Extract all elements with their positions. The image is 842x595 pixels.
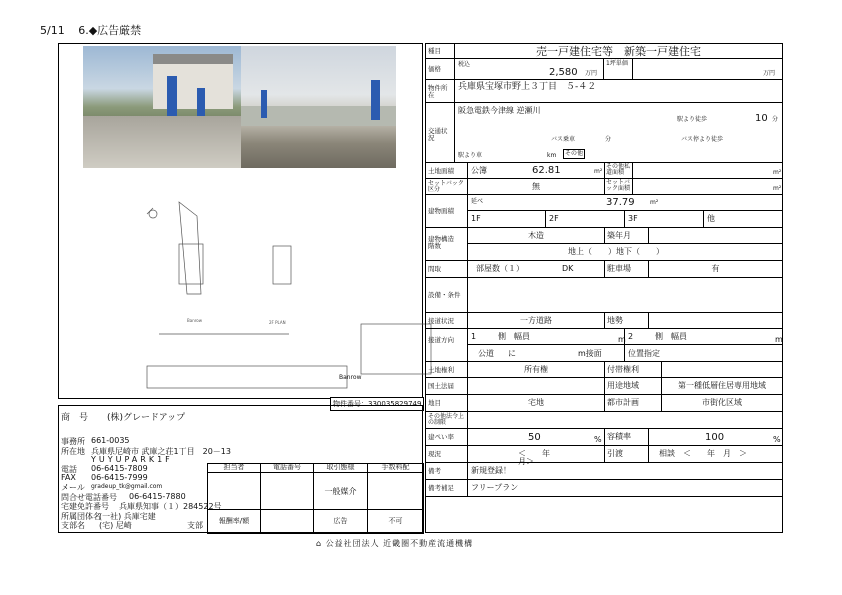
label-setback-area: セットバック面積 xyxy=(604,178,633,195)
road-side-2: 2 側 幅員 m xyxy=(624,328,783,345)
price-cell: 税込 2,580 万円 xyxy=(454,58,604,80)
assoc: (一社) 兵庫宅建 xyxy=(99,512,156,521)
label-land-right: 土地権利 xyxy=(425,361,468,378)
building-2f xyxy=(273,246,291,284)
street-photo-2 xyxy=(241,46,396,168)
label-bcr: 建ぺい率 xyxy=(425,428,468,446)
label-terrain: 地勢 xyxy=(604,312,649,329)
setback-area-cell: m² xyxy=(632,178,783,195)
office-label: 事務所 xyxy=(61,437,85,446)
branch: (宅) 尼崎 xyxy=(99,521,132,530)
contact-label: 問合せ電話番号 xyxy=(61,493,117,502)
label-attached-right: 付帯権利 xyxy=(604,361,662,378)
built-date xyxy=(648,227,783,244)
th-deal: 取引態様 xyxy=(313,463,368,473)
label-location: 物件所在 xyxy=(425,79,455,103)
notes-block xyxy=(147,366,347,388)
title-block xyxy=(361,324,431,374)
label-type: 種目 xyxy=(425,43,455,59)
status-date: ＜ 年 月＞ xyxy=(467,445,605,463)
zone: 第一種低層住居専用地域 xyxy=(661,377,783,395)
flag-sign xyxy=(261,90,267,118)
branch-label: 支部名 xyxy=(61,521,85,530)
train-line: 阪急電鉄今津線 逆瀬川 xyxy=(458,106,541,115)
label-parking: 駐車場 xyxy=(604,260,649,278)
mail: gradeup_tk@gmail.com xyxy=(91,483,163,490)
label-city-plan: 都市計画 xyxy=(604,394,662,412)
label-other-limit: その他法令上の制限 xyxy=(425,411,468,429)
th-reward: 報酬率/額 xyxy=(207,509,261,534)
label-memo: 備考補足 xyxy=(425,479,468,497)
org-logo-icon: ⌂ xyxy=(316,539,323,548)
label-road: 接道状況 xyxy=(425,312,468,329)
th-phone: 電話番号 xyxy=(260,463,314,473)
plan-caption: Banrow xyxy=(339,374,362,381)
th-staff: 担当者 xyxy=(207,463,261,473)
td-reward xyxy=(260,509,314,534)
city-plan: 市街化区域 xyxy=(661,394,783,412)
floors: 地上（ ）地下（ ） xyxy=(467,243,783,261)
document-number: 物件番号：330035829749 xyxy=(330,397,424,411)
price-value: 2,580 xyxy=(549,67,578,78)
road-side-1: 1 側 幅員 m xyxy=(467,328,625,345)
land-area-cell: 公簿 62.81 m² xyxy=(467,162,605,179)
td-phone xyxy=(260,472,314,510)
far-cell: 100 % xyxy=(648,428,783,446)
item-title: 6.◆広告厳禁 xyxy=(78,24,142,37)
company-name-label: 商 号 xyxy=(61,413,89,423)
label-chimoku: 地目 xyxy=(425,394,468,412)
label-built: 築年月 xyxy=(604,227,649,244)
label-zone: 用途地域 xyxy=(604,377,662,395)
walk-minutes: 10 xyxy=(755,113,768,124)
label-layout: 間取 xyxy=(425,260,468,278)
structure-value: 木造 xyxy=(467,227,605,244)
plan-label-1f: Banrow xyxy=(187,318,203,323)
td-deal: 一般媒介 xyxy=(313,472,368,510)
compass xyxy=(149,210,157,218)
property-type: 売一戸建住宅等 新築一戸建住宅 xyxy=(454,43,783,59)
parking: 有 xyxy=(648,260,783,278)
label-unit-price: 1坪単価 xyxy=(603,58,633,80)
lot-outline xyxy=(179,202,201,294)
td-staff xyxy=(207,472,261,510)
far-value: 100 xyxy=(705,432,725,443)
layout-cell: 部屋数（１） DK xyxy=(467,260,605,278)
license: 兵庫県知事（１）284522号 xyxy=(119,502,222,511)
footer-org: ⌂ 公益社団法人 近畿圏不動産流通機構 xyxy=(316,539,474,548)
site-plan-drawing xyxy=(139,194,439,394)
label-road-direction: 接道方向 xyxy=(425,328,468,362)
road-contact: 公道 に m接面 xyxy=(467,344,625,362)
zip: 661-0035 xyxy=(91,436,130,445)
floor-other: 他 xyxy=(703,210,783,228)
floor-1f: 1F xyxy=(467,210,546,228)
page-number: 5/11 xyxy=(40,24,65,37)
address: 兵庫県尼崎市 武庫之荘1丁目 20－13 xyxy=(91,447,231,456)
company-panel xyxy=(58,405,423,533)
transport-cell: 阪急電鉄今津線 逆瀬川 駅より徒歩 10 分 バス乗車 分 バス停より徒歩 駅より車 km その他 xyxy=(454,102,783,163)
remarks: 新規登録！ xyxy=(467,462,783,480)
fax-label: FAX xyxy=(61,473,76,482)
road-value: 一方道路 xyxy=(467,312,605,329)
handover: 相談 ＜ 年 月 ＞ xyxy=(648,445,783,463)
unit-price-cell: 万円 xyxy=(632,58,783,80)
law-cell xyxy=(467,377,605,395)
svg-text:2F PLAN: 2F PLAN xyxy=(269,320,286,325)
fax: 06-6415-7999 xyxy=(91,473,148,482)
bcr-value: 50 xyxy=(528,432,541,443)
license-label: 宅建免許番号 xyxy=(61,502,109,511)
road-shape xyxy=(83,116,241,168)
street-photo-1 xyxy=(83,46,241,168)
label-handover: 引渡 xyxy=(604,445,649,463)
address-label: 所在地 xyxy=(61,447,85,456)
image-panel xyxy=(58,43,423,399)
land-right-value: 所有権 xyxy=(467,361,605,378)
terrain-cell xyxy=(648,312,783,329)
label-law: 国土法届 xyxy=(425,377,468,395)
flag-sign xyxy=(371,80,380,120)
tel-label: 電話 xyxy=(61,465,77,474)
label-setback: セットバック区分 xyxy=(425,178,468,195)
page-header xyxy=(40,22,141,38)
setback-value: 無 xyxy=(467,178,605,195)
location: 兵庫県宝塚市野上３丁目 ５-４２ xyxy=(454,79,783,103)
land-area-value: 62.81 xyxy=(532,165,561,176)
th-fee: 手数料配 xyxy=(367,463,424,473)
td-ad: 不可 xyxy=(367,509,424,534)
chimoku: 宅地 xyxy=(467,394,605,412)
label-building-area: 建物面積 xyxy=(425,194,468,228)
label-private-road: その他私道面積 xyxy=(604,162,633,179)
tel: 06-6415-7809 xyxy=(91,464,148,473)
label-structure: 建物構造 階数 xyxy=(425,227,468,261)
floor-3f: 3F xyxy=(624,210,704,228)
bcr-cell: 50 % xyxy=(467,428,605,446)
floor-2f: 2F xyxy=(545,210,625,228)
label-status: 現況 xyxy=(425,445,468,463)
contact-tel: 06-6415-7880 xyxy=(129,492,186,501)
label-price: 価格 xyxy=(425,58,455,80)
label-far: 容積率 xyxy=(604,428,649,446)
house-shape xyxy=(153,54,233,109)
label-equipment: 設備・条件 xyxy=(425,277,468,313)
building-total-cell: 延べ 37.79 m² xyxy=(467,194,783,211)
assoc-label: 所属団体名 xyxy=(61,512,101,521)
position-designation: 位置指定 xyxy=(624,344,783,362)
private-road-cell: m² xyxy=(632,162,783,179)
mail-label: メール xyxy=(61,483,85,492)
td-fee xyxy=(367,472,424,510)
company-name: (株)グレードアップ xyxy=(107,413,186,423)
equipment-cell xyxy=(467,277,783,313)
attached-right-cell xyxy=(661,361,783,378)
th-ad: 広告 xyxy=(313,509,368,534)
branch-suffix: 支部 xyxy=(187,521,203,530)
label-land-area: 土地面積 xyxy=(425,162,468,179)
label-transport: 交通状況 xyxy=(425,102,455,163)
building-total: 37.79 xyxy=(606,197,635,208)
memo: フリープラン xyxy=(467,479,783,497)
other-limit-cell xyxy=(467,411,783,429)
address-2: YUYUPARK1F xyxy=(91,455,173,464)
label-remarks: 備考 xyxy=(425,462,468,480)
